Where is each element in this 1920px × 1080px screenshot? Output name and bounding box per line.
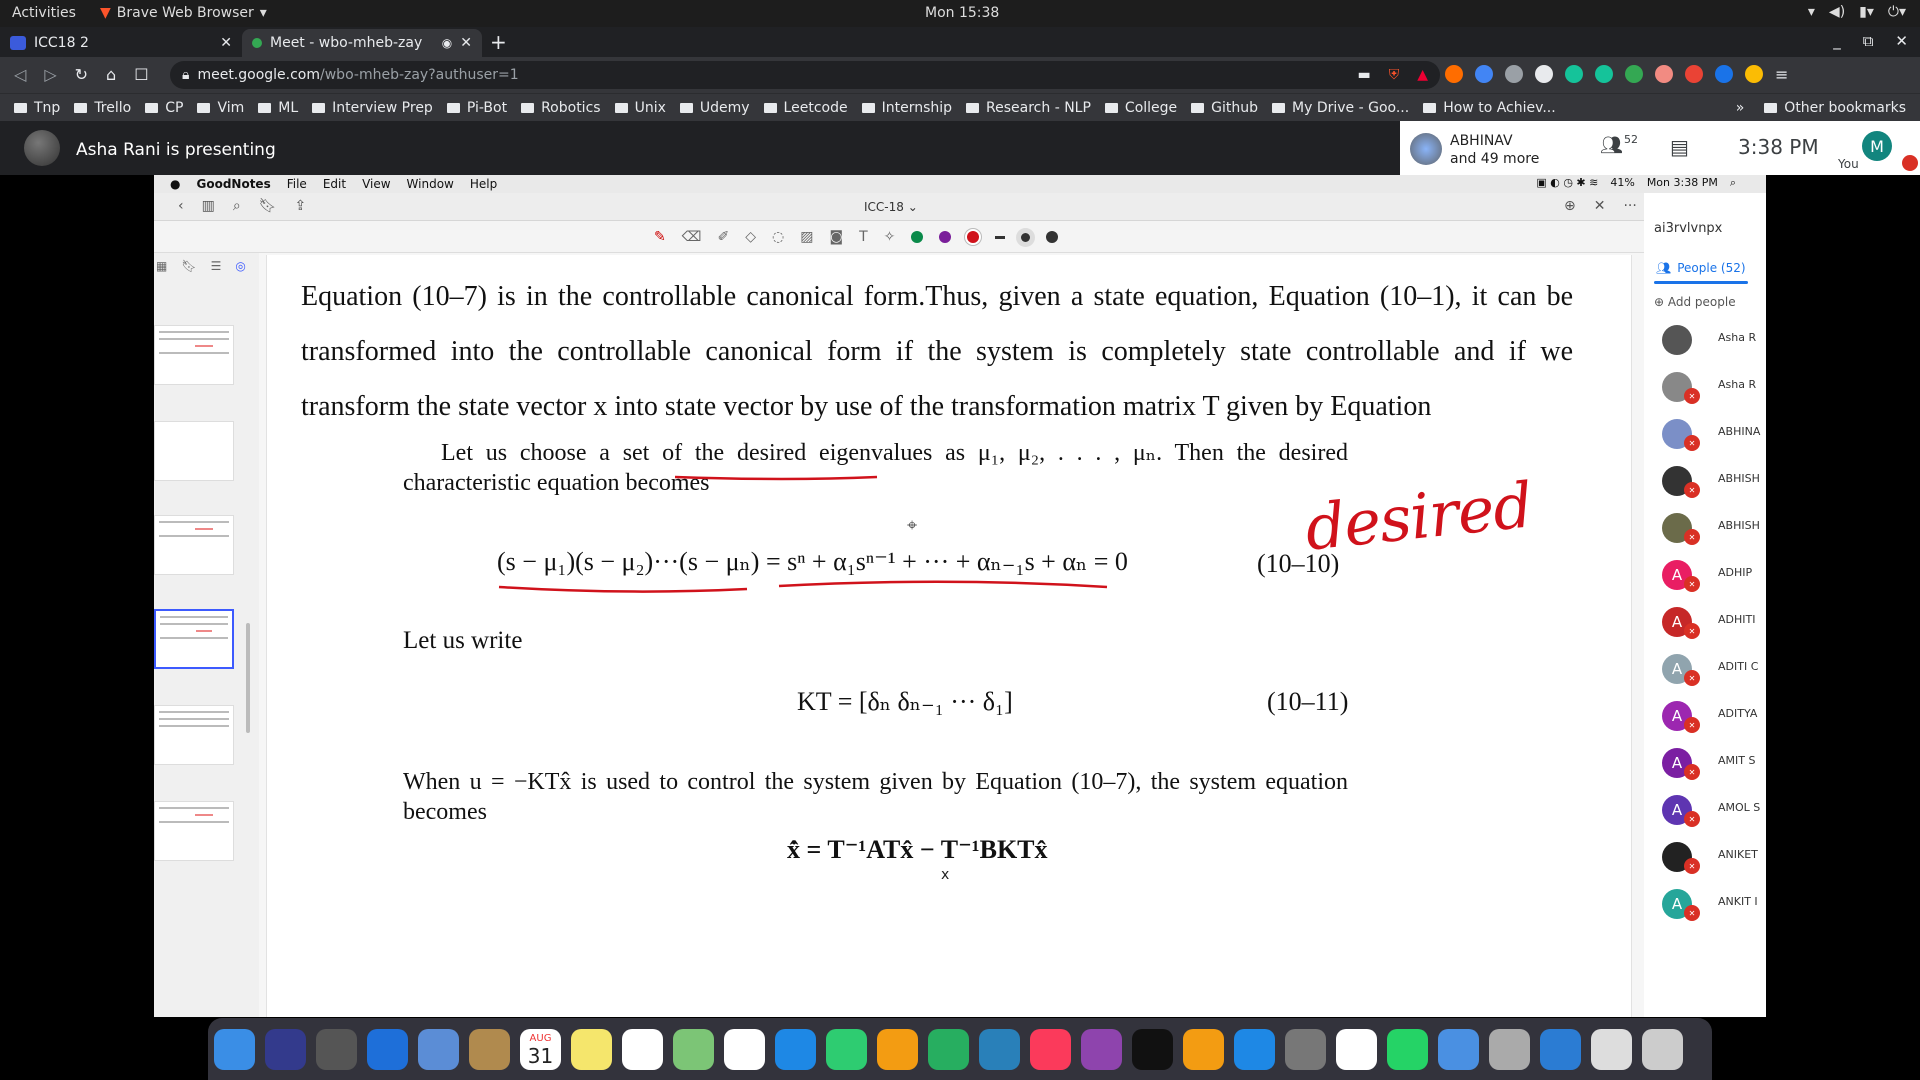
lock-icon: 🔒︎ [182, 67, 190, 83]
presenter-avatar [24, 130, 60, 166]
color-purple[interactable] [939, 231, 951, 243]
bookmark-item[interactable] [764, 100, 848, 116]
folder-icon [1764, 103, 1777, 113]
search-icon[interactable]: ⌕ [1729, 176, 1736, 189]
participant-name: AMIT S [1718, 754, 1756, 767]
folder-icon [197, 103, 210, 113]
laser-icon[interactable]: ✧ [883, 229, 896, 245]
preview-icon[interactable] [1489, 1029, 1530, 1070]
avatar: A [1662, 889, 1692, 919]
participant-name: ABHINAV [1450, 133, 1513, 149]
launchpad-icon[interactable] [316, 1029, 357, 1070]
stroke-thick[interactable] [1046, 231, 1058, 243]
paragraph-2 [403, 438, 1348, 498]
restore-icon[interactable]: ⧉ [1862, 32, 1874, 50]
bookmark-label: Udemy [699, 99, 750, 116]
folder-icon [74, 103, 87, 113]
share-icon[interactable]: ⇪ [294, 198, 307, 214]
back-icon[interactable]: ‹ [178, 198, 184, 214]
extension-icon[interactable] [1715, 65, 1733, 83]
equation-10-10: (s − μ₁)(s − μ₂)···(s − μₙ) = sⁿ + α₁sⁿ⁻¹ + ··· + αₙ₋₁s + αₙ = 0 [497, 547, 1128, 576]
participant-row[interactable] [1644, 879, 1766, 926]
avatar: A [1662, 560, 1692, 590]
bookmark-item[interactable] [521, 100, 601, 116]
avatar [1662, 325, 1692, 355]
folder-icon [1191, 103, 1204, 113]
mac-clock: Mon 3:38 PM [1646, 176, 1718, 189]
close-icon[interactable]: ✕ [220, 35, 232, 51]
keynote-icon[interactable] [979, 1029, 1020, 1070]
folder-icon [615, 103, 628, 113]
siri-icon[interactable] [265, 1029, 306, 1070]
messages-icon[interactable] [775, 1029, 816, 1070]
calendar-month: AUG [529, 1032, 552, 1044]
handwritten-annotation: desired [1301, 468, 1536, 565]
participant-name: ADITI C [1718, 660, 1759, 673]
bookmark-item[interactable] [1423, 100, 1555, 116]
activities-button[interactable]: Activities [12, 5, 76, 21]
bookmark-label: Research - NLP [986, 99, 1091, 116]
text-icon[interactable]: T [859, 229, 868, 245]
folder-icon [966, 103, 979, 113]
os-top-bar [0, 0, 1920, 27]
avatar: A [1662, 795, 1692, 825]
window-controls [1833, 32, 1908, 50]
folder-icon [145, 103, 158, 113]
minimize-icon[interactable]: _ [1833, 32, 1841, 50]
finder-icon[interactable] [214, 1029, 255, 1070]
status-icons: ▣ ◐ ◷ ✱ ≋ [1536, 176, 1599, 189]
tab-label: ICC18 2 [34, 35, 89, 51]
mac-menu-bar [154, 175, 1766, 193]
bookmarks-overflow[interactable]: » [1735, 99, 1745, 116]
camera-icon[interactable]: ◙ [829, 229, 844, 245]
tab-icc18[interactable] [0, 29, 242, 57]
document-title[interactable]: ICC-18 ⌄ [864, 200, 918, 214]
participant-row[interactable] [1644, 691, 1766, 738]
mac-app-name[interactable]: GoodNotes [196, 177, 271, 191]
extension-icon[interactable] [1745, 65, 1763, 83]
brave-icon: ▼ [100, 5, 111, 21]
participant-row[interactable] [1644, 785, 1766, 832]
app-name: Brave Web Browser [116, 5, 254, 21]
mic-off-icon[interactable] [1902, 155, 1918, 171]
drawing-toolbar [154, 221, 1644, 253]
other-bookmarks[interactable] [1764, 100, 1906, 116]
bookmark-label: Leetcode [783, 99, 848, 116]
extensions-bar [1445, 65, 1793, 83]
participant-row[interactable] [1644, 550, 1766, 597]
books-icon[interactable] [1183, 1029, 1224, 1070]
participant-row[interactable] [1644, 644, 1766, 691]
chevron-down-icon: ▾ [259, 5, 267, 21]
people-tab-underline [1654, 281, 1748, 284]
mic-off-icon: ✕ [1684, 435, 1700, 451]
folder-icon [447, 103, 460, 113]
participant-row[interactable] [1644, 315, 1766, 362]
participant-row[interactable] [1644, 832, 1766, 879]
maps-icon[interactable] [673, 1029, 714, 1070]
participant-row[interactable] [1644, 738, 1766, 785]
bookmark-item[interactable] [312, 100, 433, 116]
bookmark-item[interactable] [197, 100, 244, 116]
avatar: A [1662, 748, 1692, 778]
bookmark-item[interactable] [680, 100, 750, 116]
notes-icon[interactable] [571, 1029, 612, 1070]
menu-file[interactable]: File [286, 177, 307, 191]
shape-icon[interactable]: ◇ [745, 229, 757, 245]
participant-more: and 49 more [1450, 151, 1540, 167]
pages-icon[interactable] [877, 1029, 918, 1070]
equation-10-11-number: (10–11) [1267, 687, 1349, 716]
bookmark-label: Internship [881, 99, 953, 116]
paragraph-3: When u = −KTx̂ is used to control the system given by Equation (10–7), the system equation becomes [403, 769, 1348, 825]
bookmark-item[interactable] [615, 100, 666, 116]
chrome-icon[interactable] [1336, 1029, 1377, 1070]
bookmark-item[interactable] [447, 100, 507, 116]
back-icon[interactable]: ◁ [14, 65, 27, 84]
meet-controls [1572, 121, 1920, 175]
menu-help[interactable]: Help [469, 177, 498, 191]
self-label: You [1838, 157, 1859, 171]
photos-icon[interactable] [724, 1029, 765, 1070]
grammarly-icon[interactable] [1565, 65, 1583, 83]
extension-icon[interactable] [1445, 65, 1463, 83]
let-us-write: Let us write [403, 627, 523, 654]
people-icon: 👥︎ [1656, 261, 1672, 275]
sidebar-icon[interactable]: ▥ [201, 198, 215, 214]
page-thumbnail[interactable] [154, 515, 234, 575]
underline-rhs [779, 582, 1107, 587]
participant-name: Asha R [1718, 378, 1757, 391]
folder-icon [312, 103, 325, 113]
mic-off-icon: ✕ [1684, 905, 1700, 921]
participant-name: ADITYA [1718, 707, 1758, 720]
bookmark-label: Robotics [541, 99, 601, 116]
url-input[interactable] [170, 61, 1440, 89]
reminders-icon[interactable] [622, 1029, 663, 1070]
participant-strip[interactable] [1400, 121, 1572, 175]
goodnotes-title-bar [154, 193, 1644, 221]
volume-icon: ◀) [1828, 4, 1846, 20]
mac-battery: 41% [1610, 176, 1635, 189]
tab-favicon-icon [10, 36, 26, 50]
extension-icon[interactable] [1535, 65, 1553, 83]
bookmark-item[interactable] [145, 100, 183, 116]
add-people-label: Add people [1667, 295, 1736, 309]
whatsapp-icon[interactable] [1387, 1029, 1428, 1070]
bookmark-label: ML [278, 99, 299, 116]
folder-icon [680, 103, 693, 113]
other-bookmarks-label: Other bookmarks [1784, 99, 1906, 116]
folder-icon [258, 103, 271, 113]
tab-strip [0, 27, 1920, 57]
calendar-icon[interactable] [520, 1029, 561, 1070]
participant-row[interactable] [1644, 409, 1766, 456]
avatar [1410, 133, 1442, 165]
bookmark-label: Vim [217, 99, 245, 116]
more-icon[interactable]: ··· [1623, 198, 1637, 214]
trash-icon[interactable] [1642, 1029, 1683, 1070]
extension-icon[interactable] [1625, 65, 1643, 83]
check-icon[interactable]: ◎ [235, 259, 246, 273]
page-thumbnail-selected[interactable] [154, 609, 234, 669]
close-icon[interactable]: ✕ [1593, 198, 1606, 214]
people-icon[interactable]: 👥︎ [1600, 135, 1623, 156]
bookmark-label: How to Achiev... [1443, 99, 1556, 116]
apple-icon[interactable]: ● [170, 177, 181, 191]
bookmark-label: Unix [634, 99, 666, 116]
bookmark-item[interactable] [966, 100, 1091, 116]
brave-shield-icon[interactable]: ⛨ [1388, 67, 1400, 83]
page-thumbnail[interactable] [154, 421, 234, 481]
bookmark-label: Pi-Bot [466, 99, 508, 116]
bookmark-item[interactable] [1272, 100, 1409, 116]
grammarly-icon[interactable] [1595, 65, 1613, 83]
avatar: A [1662, 654, 1692, 684]
menu-window[interactable]: Window [406, 177, 454, 191]
meet-time: 3:38 PM [1738, 135, 1819, 159]
color-red[interactable] [967, 231, 979, 243]
forward-icon[interactable]: ▷ [44, 65, 57, 84]
facetime-icon[interactable] [826, 1029, 867, 1070]
mic-off-icon: ✕ [1684, 576, 1700, 592]
os-clock[interactable]: Mon 15:38 [925, 5, 1000, 21]
bookmark-icon[interactable]: ☐ [134, 65, 149, 84]
participant-row[interactable] [1644, 456, 1766, 503]
bookmark-label: College [1124, 99, 1178, 116]
mic-off-icon: ✕ [1684, 717, 1700, 733]
equation-10-10-number: (10–10) [1257, 549, 1340, 578]
bookmark-label: CP [165, 99, 184, 116]
avatar: A [1662, 701, 1692, 731]
music-icon[interactable] [1030, 1029, 1071, 1070]
people-tab[interactable] [1656, 261, 1746, 275]
contacts-icon[interactable] [469, 1029, 510, 1070]
mail-icon[interactable] [418, 1029, 459, 1070]
bookmark-icon[interactable]: 🔖︎ [181, 259, 197, 273]
participant-name: ABHISH [1718, 519, 1760, 532]
mic-off-icon: ✕ [1684, 858, 1700, 874]
app-menu[interactable] [100, 5, 267, 21]
meet-header [0, 121, 1920, 175]
bookmark-item[interactable] [862, 100, 952, 116]
podcasts-icon[interactable] [1081, 1029, 1122, 1070]
equation-closed-loop: x̂̇ = T⁻¹ATx̂ − T⁻¹BKTx̂ [787, 835, 1048, 864]
mic-off-icon: ✕ [1684, 670, 1700, 686]
home-icon[interactable]: ⌂ [106, 65, 117, 84]
underline-lhs [499, 587, 747, 592]
presenting-label: Asha Rani is presenting [76, 140, 276, 160]
participant-name: AMOL S [1718, 801, 1761, 814]
stroke-medium[interactable] [1021, 233, 1030, 242]
address-bar-row [0, 57, 1920, 93]
bookmarks-bar [0, 93, 1920, 121]
participant-row[interactable] [1644, 503, 1766, 550]
eraser-icon[interactable]: ⌫ [681, 229, 702, 245]
page-thumbnails [154, 253, 259, 1017]
avatar: A [1662, 607, 1692, 637]
self-avatar[interactable]: M [1862, 131, 1892, 161]
participant-name: ADHIP [1718, 566, 1753, 579]
folder-icon [862, 103, 875, 113]
note-page[interactable] [266, 255, 1632, 1017]
mic-off-icon: ✕ [1684, 623, 1700, 639]
paragraph-2-text: Let us choose a set of the desired eigenvalues as μ₁, μ₂, . . . , μₙ. Then the desired characteristic equation becomes [403, 440, 1348, 496]
extension-icon[interactable] [1475, 65, 1493, 83]
url-path: /wbo-mheb-zay?authuser=1 [320, 67, 519, 83]
participant-name: ABHINA [1718, 425, 1761, 438]
page-thumbnail[interactable] [154, 325, 234, 385]
pen-icon[interactable]: ✎ [654, 229, 666, 245]
safari-icon[interactable] [367, 1029, 408, 1070]
menu-view[interactable]: View [362, 177, 391, 191]
bookmark-label: Trello [94, 99, 132, 116]
outline-icon[interactable]: ☰ [210, 259, 222, 273]
meeting-code: ai3rvlvnpx [1654, 221, 1723, 236]
menu-icon[interactable]: ≡ [1775, 65, 1789, 84]
participant-name: Asha R [1718, 331, 1757, 344]
grid-icon[interactable]: ▦ [156, 259, 168, 273]
participant-row[interactable] [1644, 597, 1766, 644]
folder-icon [1105, 103, 1118, 113]
search-icon[interactable]: ⌕ [232, 198, 241, 214]
bookmark-label: Tnp [34, 99, 61, 116]
add-people-button[interactable]: ⊕ Add people [1654, 295, 1736, 309]
color-green[interactable] [911, 231, 923, 243]
chat-icon[interactable]: ▤ [1670, 135, 1689, 159]
folder-icon [1423, 103, 1436, 113]
bookmark-label: My Drive - Goo... [1292, 99, 1410, 116]
calendar-day: 31 [527, 1043, 554, 1068]
lasso-icon[interactable]: ◌ [772, 229, 785, 245]
reload-icon[interactable]: ↻ [74, 65, 89, 84]
app-store-icon[interactable] [1234, 1029, 1275, 1070]
tab-label: Meet - wbo-mheb-zay [270, 35, 423, 51]
brave-rewards-icon[interactable]: ▲ [1417, 67, 1428, 83]
add-page-icon[interactable]: ⊕ [1564, 198, 1576, 214]
equation-10-11: KT = [δₙ δₙ₋₁ ··· δ₁] [797, 687, 1013, 716]
crosshair-cursor-icon: ⌖ [907, 515, 918, 536]
goodnotes-icon[interactable] [1438, 1029, 1479, 1070]
recording-icon: ◉ [441, 36, 453, 50]
mic-off-icon: ✕ [1684, 529, 1700, 545]
folder-icon [521, 103, 534, 113]
bookmark-icon[interactable]: 🔖︎ [258, 198, 277, 214]
extension-icon[interactable] [1505, 65, 1523, 83]
battery-icon: ▮▾ [1859, 4, 1874, 20]
bookmark-label: Interview Prep [332, 99, 433, 116]
page-thumbnail[interactable] [154, 801, 234, 861]
bookmark-label: Github [1211, 99, 1259, 116]
mic-off-icon: ✕ [1684, 811, 1700, 827]
page-thumbnail[interactable] [154, 705, 234, 765]
menu-edit[interactable]: Edit [322, 177, 347, 191]
shared-screen [154, 175, 1766, 1017]
mic-off-icon: ✕ [1684, 482, 1700, 498]
tab-meet[interactable] [242, 29, 482, 57]
wifi-icon: ▾ [1807, 4, 1815, 20]
folder-icon [1272, 103, 1285, 113]
new-tab-button[interactable]: + [490, 30, 507, 54]
thumbnail-scrollbar[interactable] [246, 623, 250, 733]
image-icon[interactable]: ▨ [800, 229, 814, 245]
word-icon[interactable] [1540, 1029, 1581, 1070]
close-window-icon[interactable]: ✕ [1895, 32, 1908, 50]
camera-icon[interactable]: ▬ [1357, 67, 1371, 83]
highlighter-icon[interactable]: ✐ [717, 229, 730, 245]
bookmark-item[interactable] [1105, 100, 1177, 116]
folder-icon [764, 103, 777, 113]
url-host: meet.google.com [197, 67, 321, 83]
people-tab-label: People (52) [1677, 261, 1746, 275]
system-preferences-icon[interactable] [1285, 1029, 1326, 1070]
document-title-text: ICC-18 [864, 200, 904, 214]
bookmark-item[interactable] [14, 100, 60, 116]
extension-icon[interactable] [1655, 65, 1673, 83]
finder-window-icon[interactable] [1591, 1029, 1632, 1070]
participant-name: ANIKET [1718, 848, 1758, 861]
mac-dock [208, 1018, 1712, 1080]
mic-off-icon: ✕ [1684, 388, 1700, 404]
participant-name: ANKIT I [1718, 895, 1758, 908]
participant-list [1644, 315, 1766, 926]
tv-icon[interactable] [1132, 1029, 1173, 1070]
paragraph-1: Equation (10–7) is in the controllable canonical form.Thus, given a state equation, Equation (10–1), it can be transformed into the controllable canonical form if the system is completely state controllable and if we transform the state vector x into state vector by use of the transformation matrix T given by Equation [301, 281, 1573, 422]
bookmark-item[interactable] [258, 100, 298, 116]
participant-name: ADHITI [1718, 613, 1756, 626]
bookmark-item[interactable] [1191, 100, 1258, 116]
meet-favicon-icon [252, 38, 262, 48]
participant-name: ABHISH [1718, 472, 1760, 485]
system-tray[interactable] [1808, 4, 1906, 20]
mic-off-icon: ✕ [1684, 764, 1700, 780]
folder-icon [14, 103, 27, 113]
participant-row[interactable] [1644, 362, 1766, 409]
numbers-icon[interactable] [928, 1029, 969, 1070]
close-icon[interactable]: ✕ [460, 35, 472, 51]
people-count: 52 [1624, 133, 1638, 146]
power-icon: ⏻▾ [1887, 4, 1906, 20]
bookmark-item[interactable] [74, 100, 131, 116]
extension-icon[interactable] [1685, 65, 1703, 83]
cursor-label: x [941, 867, 950, 883]
stroke-thin[interactable] [995, 236, 1005, 239]
